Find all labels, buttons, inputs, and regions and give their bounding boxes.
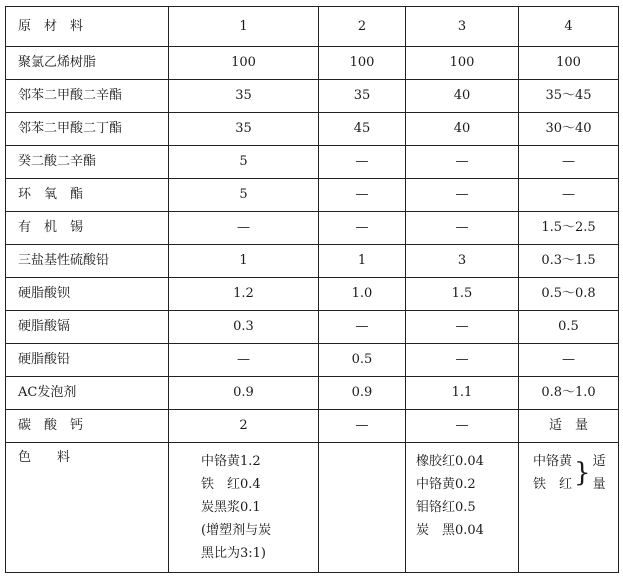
value-cell: — (406, 212, 519, 245)
value-cell: 35 (169, 80, 319, 113)
value-cell: 100 (319, 47, 406, 80)
value-cell: 1 (169, 245, 319, 278)
material-name: 三盐基性硫酸铅 (6, 245, 169, 278)
amount-char: 适 (592, 454, 606, 469)
value-cell: 1.0 (319, 278, 406, 311)
value-cell: 0.3～1.5 (519, 245, 619, 278)
table-row (6, 278, 619, 311)
pigment-line: 中铬黄0.2 (416, 477, 476, 492)
material-name: 聚氯乙烯树脂 (6, 47, 169, 80)
value-cell: — (319, 311, 406, 344)
pigment-line: 炭 黑0.04 (416, 523, 484, 538)
pigment-line: 中铬黄1.2 (201, 454, 261, 469)
value-cell: 0.3 (169, 311, 319, 344)
value-cell: — (319, 212, 406, 245)
value-cell: — (519, 146, 619, 179)
header-col-2: 2 (319, 7, 406, 47)
value-cell: 适 量 (519, 410, 619, 443)
pigment-col-1 (169, 443, 319, 573)
value-cell: 100 (406, 47, 519, 80)
pigment-col-4 (519, 443, 619, 573)
value-cell: 100 (169, 47, 319, 80)
material-name: 癸二酸二辛酯 (6, 146, 169, 179)
table-row (6, 80, 619, 113)
table-row (6, 377, 619, 410)
table-row (6, 179, 619, 212)
material-name: 环 氧 酯 (6, 179, 169, 212)
table-row (6, 113, 619, 146)
value-cell: 1.2 (169, 278, 319, 311)
header-col-1: 1 (169, 7, 319, 47)
material-name: 碳 酸 钙 (6, 410, 169, 443)
material-name: 色 料 (6, 443, 169, 573)
value-cell: — (319, 179, 406, 212)
value-cell: 30～40 (519, 113, 619, 146)
value-cell: 100 (519, 47, 619, 80)
value-cell: 0.8～1.0 (519, 377, 619, 410)
table-row (6, 212, 619, 245)
value-cell: 0.9 (319, 377, 406, 410)
material-name: 硬脂酸镉 (6, 311, 169, 344)
header-row (6, 7, 619, 47)
pigment-line: 橡胶红0.04 (416, 454, 484, 469)
value-cell: 3 (406, 245, 519, 278)
pigment-col-2 (319, 443, 406, 573)
pigment-line: 黑比为3:1) (201, 546, 266, 561)
material-name: 邻苯二甲酸二丁酯 (6, 113, 169, 146)
value-cell: — (319, 146, 406, 179)
value-cell: — (406, 146, 519, 179)
table-row (6, 245, 619, 278)
value-cell: 1.1 (406, 377, 519, 410)
material-name: 邻苯二甲酸二辛酯 (6, 80, 169, 113)
table-row (6, 344, 619, 377)
value-cell: — (406, 179, 519, 212)
value-cell: 0.5 (519, 311, 619, 344)
value-cell: 2 (169, 410, 319, 443)
value-cell: 5 (169, 146, 319, 179)
table-row (6, 47, 619, 80)
right-brace-icon: } (574, 458, 591, 488)
material-name: AC发泡剂 (6, 377, 169, 410)
value-cell: 40 (406, 80, 519, 113)
header-col-4: 4 (519, 7, 619, 47)
value-cell: 0.9 (169, 377, 319, 410)
value-cell: 35 (319, 80, 406, 113)
value-cell: 1.5～2.5 (519, 212, 619, 245)
table-row (6, 146, 619, 179)
table-row (6, 311, 619, 344)
value-cell: 1.5 (406, 278, 519, 311)
value-cell: 45 (319, 113, 406, 146)
pigment-line: (增塑剂与炭 (201, 523, 272, 538)
value-cell: — (406, 344, 519, 377)
formulation-table (5, 6, 619, 573)
pigment-line: 中铬黄 (533, 454, 573, 469)
value-cell: 5 (169, 179, 319, 212)
value-cell: 0.5 (319, 344, 406, 377)
material-name: 有 机 锡 (6, 212, 169, 245)
header-material: 原 材 料 (6, 7, 169, 47)
value-cell: — (169, 344, 319, 377)
value-cell: — (319, 410, 406, 443)
table-row (6, 410, 619, 443)
amount-char: 量 (592, 477, 606, 492)
header-col-3: 3 (406, 7, 519, 47)
value-cell: 35～45 (519, 80, 619, 113)
pigment-line: 钼铬红0.5 (416, 500, 476, 515)
value-cell: 40 (406, 113, 519, 146)
value-cell: — (406, 410, 519, 443)
pigment-col-3 (406, 443, 519, 573)
pigment-line: 铁 红 (533, 477, 573, 492)
value-cell: — (519, 344, 619, 377)
value-cell: — (519, 179, 619, 212)
pigment-row (6, 443, 619, 573)
value-cell: — (406, 311, 519, 344)
value-cell: 1 (319, 245, 406, 278)
value-cell: 35 (169, 113, 319, 146)
value-cell: — (169, 212, 319, 245)
pigment-line: 炭黑浆0.1 (201, 500, 261, 515)
pigment-line: 铁 红0.4 (201, 477, 261, 492)
material-name: 硬脂酸铅 (6, 344, 169, 377)
material-name: 硬脂酸钡 (6, 278, 169, 311)
value-cell: 0.5～0.8 (519, 278, 619, 311)
